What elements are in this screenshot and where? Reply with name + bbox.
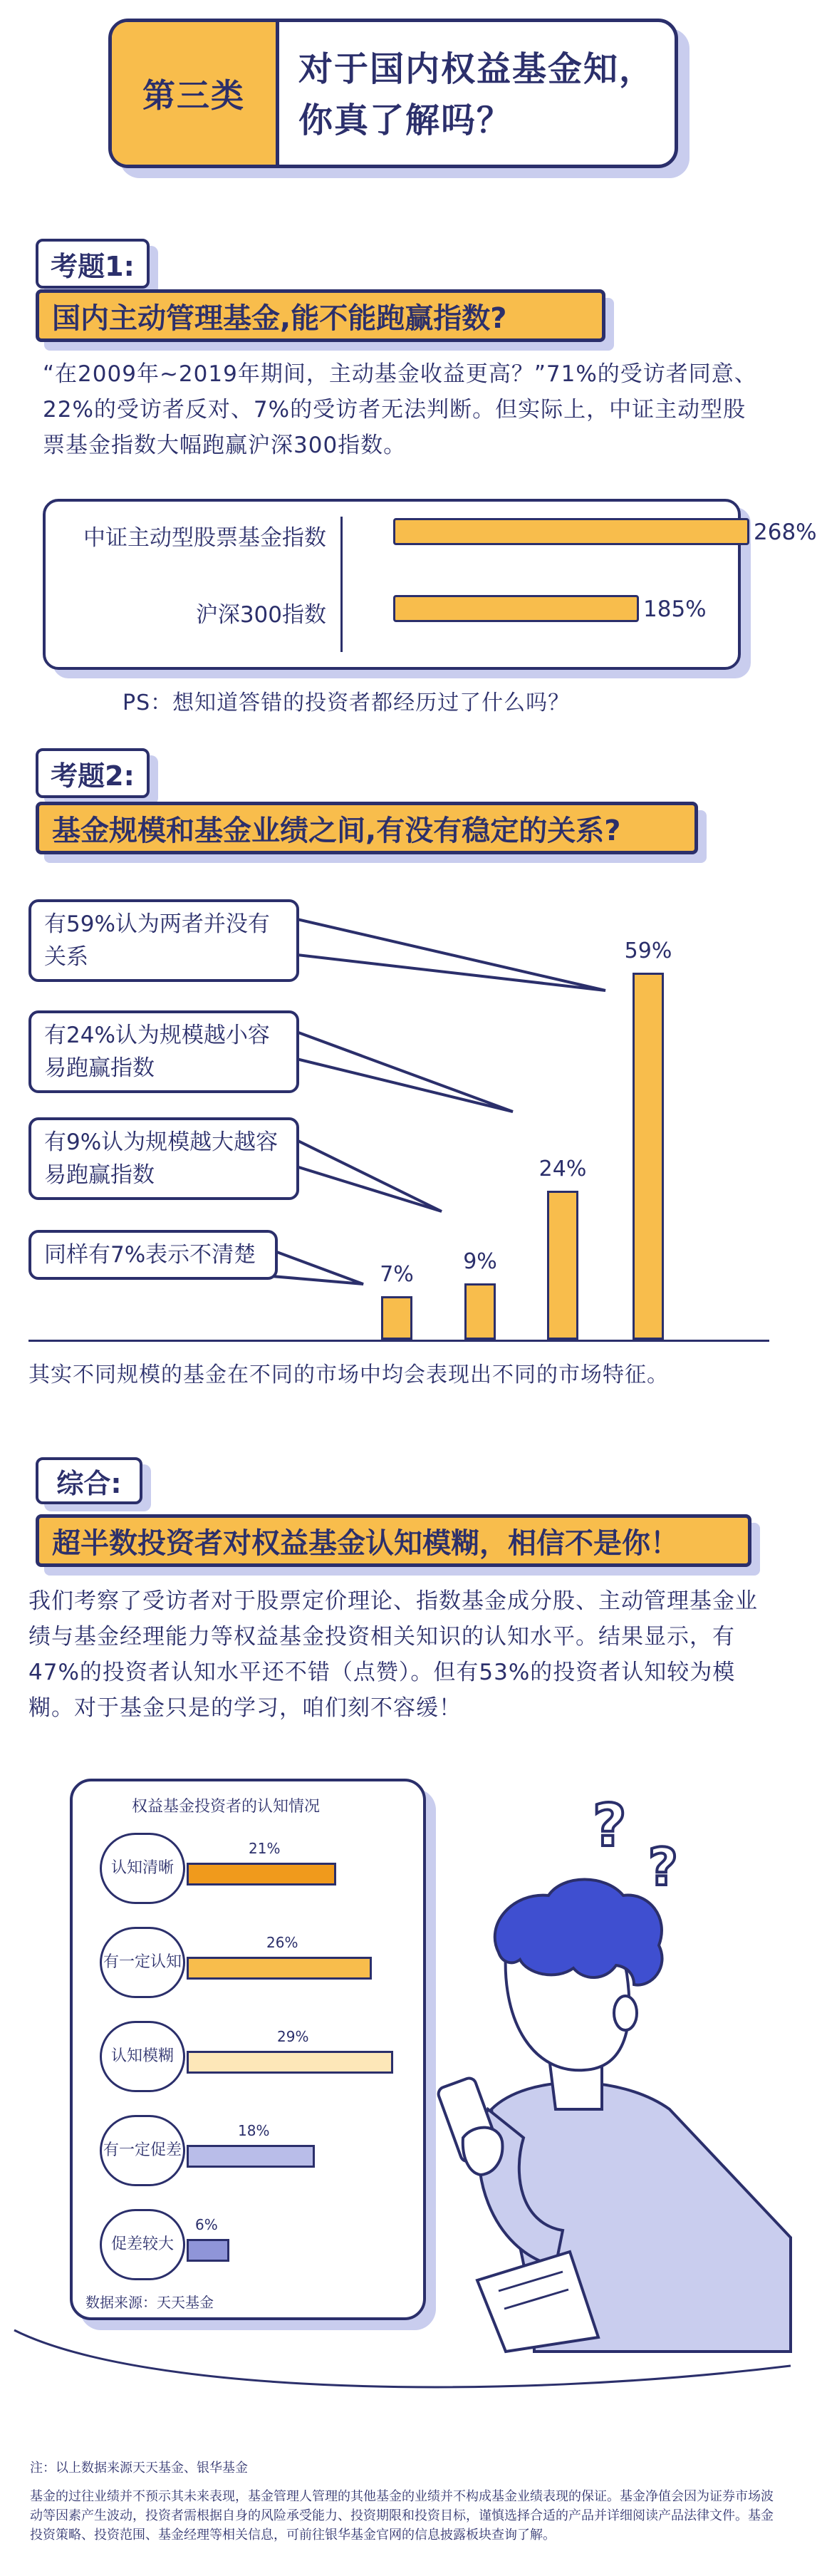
summary-headline-banner: 超半数投资者对权益基金认知模糊，相信不是你！	[36, 1514, 751, 1567]
q1-ps-note: PS：想知道答错的投资者都经历过了什么吗？	[123, 690, 571, 715]
summary-category-label: 有一定	[103, 2141, 150, 2159]
q1-bar-category-label: 中证主动型股票基金指数	[83, 525, 326, 551]
q2-bubble-3: 有9%认为规模越大越容易跑赢指数	[28, 1117, 299, 1200]
bubble-tail-1	[285, 916, 605, 990]
footer-source-note: 注：以上数据来源天天基金、银华基金	[30, 2461, 248, 2476]
ground-line	[14, 2330, 791, 2387]
summary-category-label: 促差	[150, 2141, 182, 2159]
footer-disclaimer: 基金的过往业绩并不预示其未来表现，基金管理人管理的其他基金的业绩并不构成基金业绩表现的保证。基金净值会因为证券市场波动等因素产生波动，投资者需根据自身的风险承受能力、投资期限和投资目标，谨慎选择合适的产品并详细阅读产品法律文件。基金投资策略、投资范围、基金经理等相关信息，可前往银华基金官网的信息披露板块查询了解。	[30, 2489, 774, 2543]
question-mark-icon: ?	[648, 1837, 678, 1897]
q1-bar-category-label: 沪深300指数	[195, 602, 326, 628]
summary-category-badge	[100, 2115, 185, 2186]
q2-bar	[381, 1296, 412, 1340]
person-illustration	[434, 1739, 791, 2352]
q2-bar-value-label: 59%	[624, 938, 672, 963]
q2-bar-value-label: 24%	[538, 1157, 587, 1181]
ground-curve	[0, 2323, 801, 2409]
summary-chart-title: 权益基金投资者的认知情况	[132, 1798, 321, 1816]
summary-category-badge	[100, 2021, 185, 2092]
summary-bar-value-label: 29%	[277, 2028, 309, 2045]
summary-bar-value-label: 21%	[249, 1840, 281, 1857]
q2-bubble-4: 同样有7%表示不清楚	[28, 1230, 278, 1280]
header-title-line1: 对于国内权益基金知，	[298, 49, 655, 89]
q2-label-chip: 考题2:	[36, 748, 150, 798]
q2-bar-value-label: 7%	[380, 1262, 414, 1287]
summary-category-label: 认知	[110, 1859, 142, 1877]
summary-category-badge	[100, 1927, 185, 1998]
summary-category-badge	[100, 1833, 185, 1904]
summary-bar	[187, 1863, 336, 1886]
summary-data-source: 数据来源：天天基金	[85, 2294, 214, 2311]
header-title	[298, 43, 669, 146]
header-card	[108, 19, 678, 168]
summary-category-label: 清晰	[142, 1859, 175, 1877]
q1-bar	[393, 518, 749, 545]
summary-paragraph: 我们考察了受访者对于股票定价理论、指数基金成分股、主动管理基金业绩与基金经理能力等权益基金投资相关知识的认知水平。结果显示，有47%的投资者认知水平还不错（点赞）。但有53%的投资者认知较为模糊。对于基金只是的学习，咱们刻不容缓！	[28, 1588, 758, 1721]
summary-bar-value-label: 18%	[238, 2122, 270, 2139]
q2-bubble-1: 有59%认为两者并没有关系	[28, 899, 299, 982]
q1-chart-divider	[340, 517, 343, 652]
q2-bar-value-label: 9%	[463, 1249, 497, 1274]
q2-bar	[547, 1191, 578, 1340]
summary-category-label: 有一定	[103, 1953, 150, 1971]
summary-bar-value-label: 6%	[195, 2216, 218, 2233]
header-category-label: 第三类	[142, 76, 245, 115]
summary-bar	[187, 2145, 315, 2168]
summary-category-label: 认知	[110, 2047, 142, 2065]
q1-bar-value-label: 185%	[643, 596, 707, 622]
header-title-line2: 你真了解吗？	[298, 100, 513, 140]
summary-category-badge	[100, 2209, 185, 2280]
bubble-tail-4	[264, 1247, 363, 1284]
q1-bar-value-label: 268%	[754, 519, 817, 545]
summary-category-label: 认知	[150, 1953, 182, 1971]
question-mark-icon: ?	[593, 1792, 627, 1860]
q1-label-chip: 考题1:	[36, 239, 150, 289]
summary-label-chip: 综合:	[36, 1457, 142, 1504]
person-hand	[463, 2128, 503, 2175]
q1-bar	[393, 595, 639, 622]
header-category-tab	[112, 22, 279, 165]
summary-bar	[187, 2051, 393, 2074]
q2-bubble-2: 有24%认为规模越小容易跑赢指数	[28, 1010, 299, 1093]
summary-category-label: 模糊	[142, 2047, 175, 2065]
person-ear	[614, 1996, 637, 2030]
q2-note: 其实不同规模的基金在不同的市场中均会表现出不同的市场特征。	[28, 1362, 669, 1387]
summary-category-label: 较大	[142, 2235, 175, 2253]
q1-question-banner: 国内主动管理基金,能不能跑赢指数?	[36, 289, 605, 342]
q2-chart-baseline	[28, 1340, 769, 1342]
bubble-tail-2	[285, 1028, 513, 1112]
summary-bar	[187, 1957, 372, 1980]
summary-category-label: 促差	[110, 2235, 142, 2253]
q1-paragraph: “在2009年~2019年期间，主动基金收益更高？”71%的受访者同意、22%的受访者反对、7%的受访者无法判断。但实际上，中证主动型股票基金指数大幅跑赢沪深300指数。	[43, 361, 757, 458]
summary-bar-value-label: 26%	[266, 1934, 298, 1951]
q2-question-banner: 基金规模和基金业绩之间,有没有稳定的关系?	[36, 802, 698, 854]
q2-bar	[633, 973, 664, 1340]
bubble-tail-3	[285, 1134, 442, 1211]
summary-bar	[187, 2239, 229, 2262]
q2-bar	[464, 1283, 496, 1340]
